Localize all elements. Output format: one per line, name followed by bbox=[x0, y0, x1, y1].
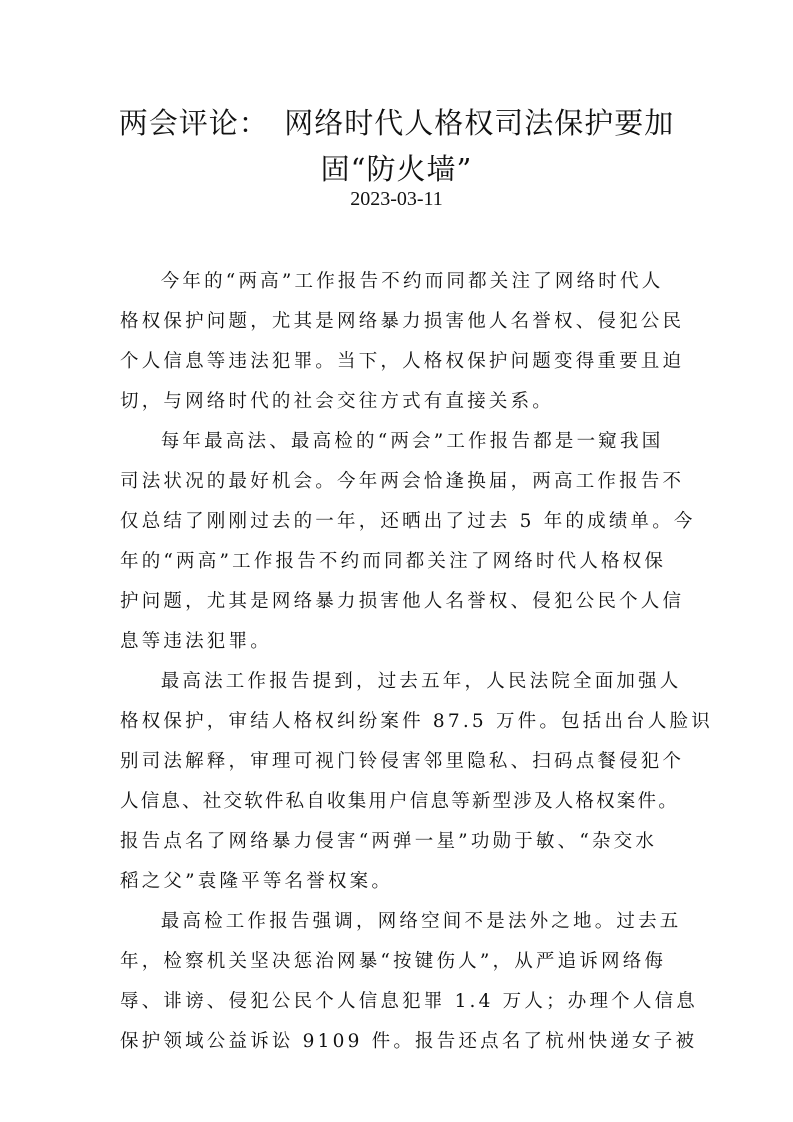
paragraph-line: 个人信息等违法犯罪。当下，人格权保护问题变得重要且迫 bbox=[120, 351, 685, 372]
paragraph-line: 每年最高法、最高检的“两会”工作报告都是一窥我国 bbox=[160, 431, 664, 452]
paragraph-2 bbox=[120, 422, 696, 662]
paragraph-3 bbox=[120, 662, 713, 902]
paragraph-line: 年的“两高”工作报告不约而同都关注了网络时代人格权保 bbox=[120, 551, 667, 572]
paragraph-line: 别司法解释，审理可视门铃侵害邻里隐私、扫码点餐侵犯个 bbox=[120, 751, 685, 772]
paragraph-line: 司法状况的最好机会。今年两会恰逢换届，两高工作报告不 bbox=[120, 471, 685, 492]
title-line-1: 两会评论： 网络时代人格权司法保护要加 bbox=[118, 106, 675, 140]
paragraph-line: 格权保护，审结人格权纠纷案件 87.5 万件。包括出台人脸识 bbox=[120, 711, 713, 732]
publish-date: 2023-03-11 bbox=[350, 188, 443, 210]
paragraph-line: 切，与网络时代的社会交往方式有直接关系。 bbox=[120, 391, 555, 412]
paragraph-4 bbox=[120, 902, 698, 1062]
document-title bbox=[100, 100, 693, 192]
paragraph-line: 护问题，尤其是网络暴力损害他人名誉权、侵犯公民个人信 bbox=[120, 591, 685, 612]
paragraph-line: 人信息、社交软件私自收集用户信息等新型涉及人格权案件。 bbox=[120, 791, 679, 812]
paragraph-line: 辱、诽谤、侵犯公民个人信息犯罪 1.4 万人；办理个人信息 bbox=[120, 991, 698, 1012]
paragraph-line: 仅总结了刚刚过去的一年，还晒出了过去 5 年的成绩单。今 bbox=[120, 511, 696, 532]
paragraph-line: 最高法工作报告提到，过去五年，人民法院全面加强人 bbox=[160, 671, 682, 692]
paragraph-line: 保护领域公益诉讼 9109 件。报告还点名了杭州快递女子被 bbox=[120, 1031, 698, 1052]
paragraph-line: 息等违法犯罪。 bbox=[120, 631, 272, 652]
paragraph-line: 报告点名了网络暴力侵害“两弹一星”功勋于敏、“杂交水 bbox=[120, 831, 658, 852]
paragraph-line: 稻之父”袁隆平等名誉权案。 bbox=[120, 871, 394, 892]
article-body bbox=[120, 262, 713, 1062]
paragraph-line: 最高检工作报告强调，网络空间不是法外之地。过去五 bbox=[160, 911, 682, 932]
paragraph-line: 年，检察机关坚决惩治网暴“按键伤人”，从严追诉网络侮 bbox=[120, 951, 667, 972]
paragraph-line: 格权保护问题，尤其是网络暴力损害他人名誉权、侵犯公民 bbox=[120, 311, 685, 332]
paragraph-line: 今年的“两高”工作报告不约而同都关注了网络时代人 bbox=[160, 271, 664, 292]
paragraph-1 bbox=[120, 262, 685, 422]
title-line-2: 固“防火墙” bbox=[320, 152, 473, 186]
